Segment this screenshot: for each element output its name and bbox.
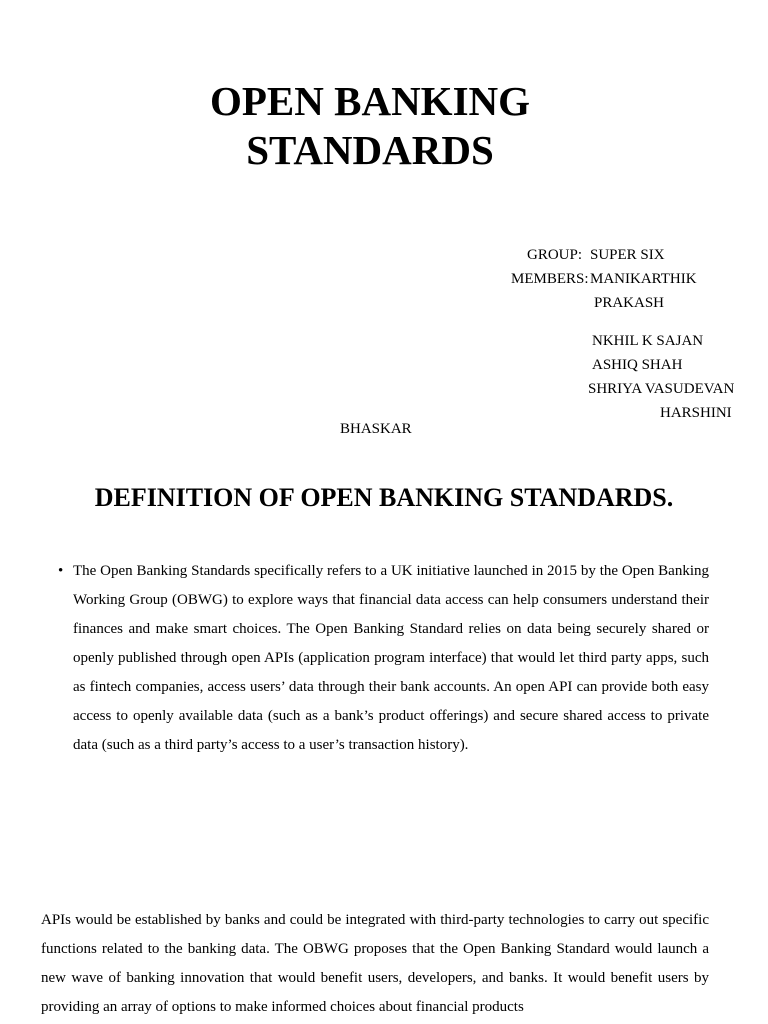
body-paragraph: APIs would be established by banks and could be integrated with third-party technologies to carry out specific functions related to the banking data. The OBWG proposes that the Open Banking Standard would launch a new wave of banking innovation that would benefit users, developers, and banks. It would benefit users by providing an array of options to make informed choices about financial products (41, 912, 709, 1015)
member-name: ASHIQ SHAH (592, 357, 683, 373)
member-name: PRAKASH (594, 295, 665, 311)
document-title-line-2: STANDARDS (246, 127, 494, 173)
member-name: HARSHINI (660, 405, 732, 421)
bullet-marker: • (58, 563, 64, 579)
group-name: SUPER SIX (590, 247, 665, 263)
section-heading: DEFINITION OF OPEN BANKING STANDARDS. (94, 483, 674, 512)
member-name: SHRIYA VASUDEVAN (588, 381, 735, 397)
member-name: MANIKARTHIK (590, 271, 697, 287)
definition-paragraph: The Open Banking Standards specifically refers to a UK initiative launched in 2015 by the Open Banking Working Group (OBWG) to explore ways that financial data access can help consumers understand their finances and make smart choices. The Open Banking Standard relies on data being securely shared or openly published through open APIs (application program interface) that would let third party apps, such as fintech companies, access users’ data through their bank accounts. An open API can provide both easy access to openly available data (such as a bank’s product offerings) and secure shared access to private data (such as a third party’s access to a user’s transaction history). (73, 563, 709, 753)
member-name: NKHIL K SAJAN (592, 333, 704, 349)
group-label: GROUP: (527, 247, 583, 263)
document-title-line-1: OPEN BANKING (209, 78, 531, 124)
member-name: BHASKAR (340, 421, 412, 437)
members-label: MEMBERS: (511, 271, 589, 287)
